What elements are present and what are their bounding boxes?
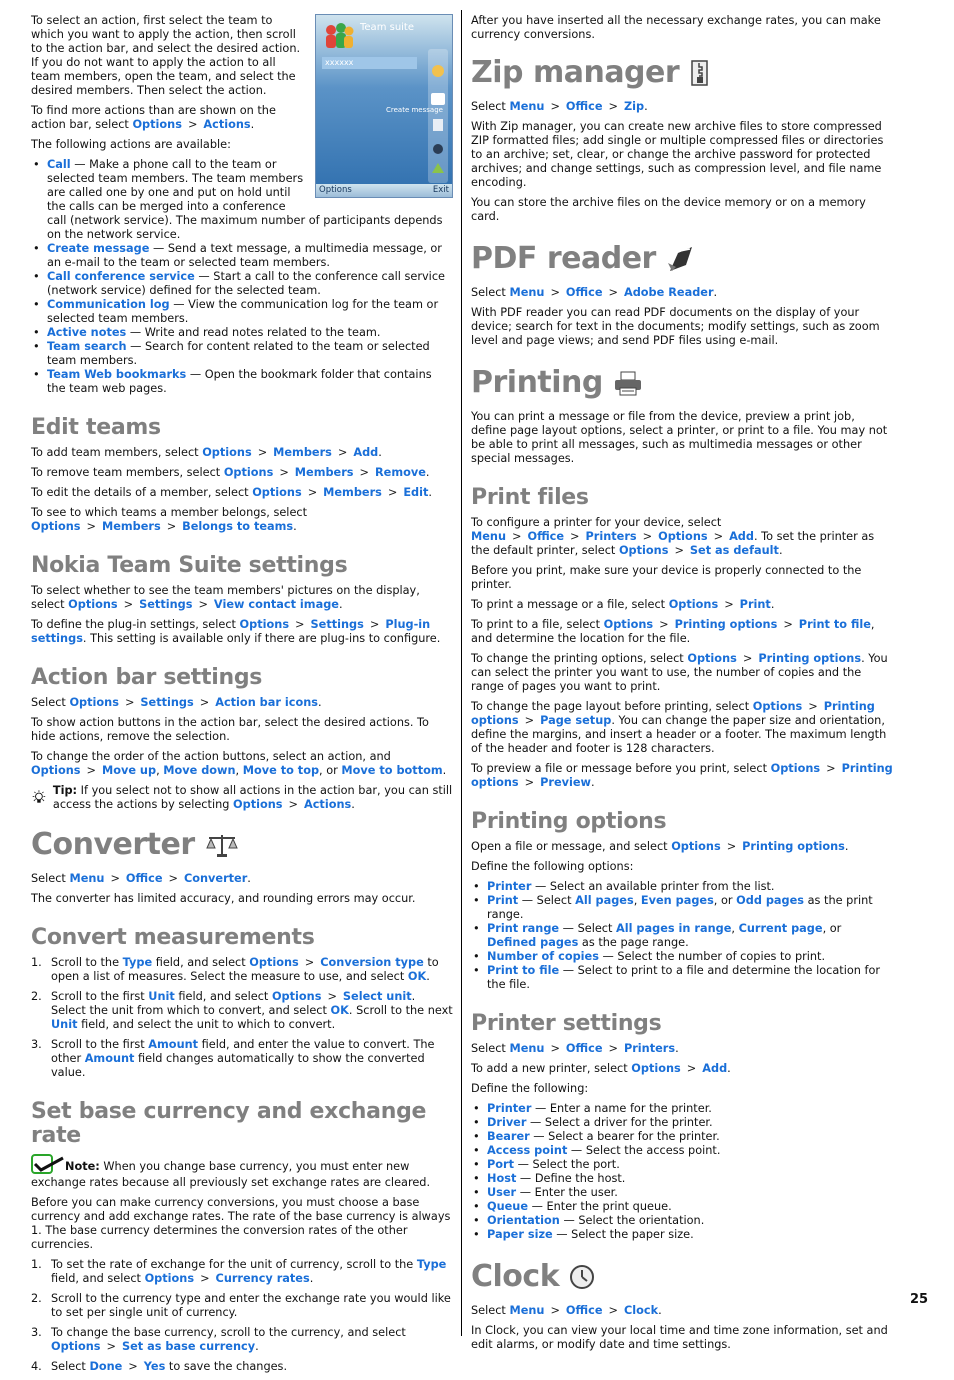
note-icon (31, 1154, 65, 1176)
note-box: Note: When you change base currency, you must enter new exchange rates because all previously set exchange rates are cleared. (31, 1154, 453, 1190)
menu-item-link: Plug-in settings (31, 618, 431, 645)
menu-item-link: Set as default (689, 544, 779, 557)
list-item: • Call — Make a phone call to the team or selected team members. The team members are called one by one and put on hold until the calls can be merged into a conference call (network service). The maximum number of participants depends on the network service. (31, 158, 453, 242)
intro-paragraph: To select an action, first select the team to which you want to apply the action, then scroll to the action bar, and select the desired action. If you do not want to apply the action to all team members, open the team, and select the desired members. Then select the action. (31, 14, 301, 97)
menu-item-link: Print (739, 598, 771, 611)
menu-item-link: Options (202, 446, 252, 459)
paragraph: The converter has limited accuracy, and rounding errors may occur. (31, 892, 416, 905)
menu-item-link: Converter (183, 872, 248, 885)
menu-item-link: Menu (509, 286, 545, 299)
menu-item-link: OK (330, 1004, 349, 1017)
menu-item-link: Printers (623, 1042, 676, 1055)
menu-item-link: Call (47, 158, 71, 171)
list-item: • Team Web bookmarks — Open the bookmark folder that contains the team web pages. (31, 368, 453, 396)
heading-pdf: PDF reader (471, 242, 893, 276)
menu-item-link: Options (223, 466, 274, 479)
menu-item-link: All pages (575, 894, 634, 907)
menu-item-link: Office (565, 1304, 603, 1317)
menu-item-link: Add (702, 1062, 728, 1075)
menu-item-link: Team Web bookmarks (47, 368, 187, 381)
menu-item-link: Odd pages (736, 894, 805, 907)
menu-item-link: Settings (139, 598, 193, 611)
heading-base-currency: Set base currency and exchange rate (31, 1099, 427, 1148)
heading-printing-options: Printing options (471, 809, 667, 834)
menu-item-link: Office (565, 1042, 603, 1055)
menu-item-link: All pages in range (616, 922, 732, 935)
menu-item-link: Members (101, 520, 161, 533)
menu-item-link: Type (122, 956, 153, 969)
menu-item-link: Options (770, 762, 821, 775)
clock-icon (569, 1264, 595, 1290)
menu-item-link: Host (487, 1172, 517, 1185)
list-item: • Print to file — Select to print to a file and determine the location for the file. (471, 964, 893, 992)
menu-item-link: Communication log (47, 298, 170, 311)
menu-item-link: Add (353, 446, 379, 459)
paragraph: Select Menu > Office > Zip. (471, 100, 648, 113)
heading-nts-settings: Nokia Team Suite settings (31, 553, 348, 578)
heading-edit-teams: Edit teams (31, 415, 161, 440)
menu-item-link: Options (687, 652, 737, 665)
menu-item-link: Printers (585, 530, 637, 543)
menu-item-link: Even pages (640, 894, 714, 907)
menu-item-link: Office (125, 872, 163, 885)
menu-item-link: Unit (148, 990, 175, 1003)
menu-item-link: Options (31, 520, 81, 533)
menu-item-link: Clock (623, 1304, 659, 1317)
left-column (31, 14, 453, 1380)
heading-printing: Printing (471, 366, 893, 400)
menu-item-link: Options (233, 798, 283, 811)
menu-item-link: Options (271, 990, 322, 1003)
menu-item-link: Edit (403, 486, 429, 499)
measure-steps (31, 956, 453, 1080)
menu-item-link: Options (671, 840, 721, 853)
menu-item-link: Options (252, 486, 302, 499)
phone-right-softkey[interactable]: Exit (432, 185, 449, 195)
menu-item-link: Currency rates (215, 1272, 310, 1285)
menu-item-link: Options (51, 1340, 101, 1353)
paragraph: Select Options > Settings > Action bar icons. (31, 696, 322, 709)
phone-tooltip: Create message (386, 106, 443, 114)
menu-item-link: Members (323, 486, 382, 499)
menu-item-link: Yes (143, 1360, 166, 1373)
list-item: • Orientation — Select the orientation. (471, 1214, 893, 1228)
more-actions-paragraph: To find more actions than are shown on the action bar, select Options > Actions. (31, 104, 276, 131)
menu-item-link: Office (565, 286, 603, 299)
printing-options-list (471, 880, 893, 992)
column-divider (461, 10, 462, 1336)
menu-item-link: Options (249, 956, 299, 969)
paragraph: You can print a message or file from the device, preview a print job, define page layout options, select a printer, or print to a file. You may not be able to print all messages, such as multimedia messages or other special messages. (471, 410, 888, 465)
menu-item-link: Printing options (674, 618, 778, 631)
menu-item-link: Printing options (742, 840, 845, 853)
menu-item-link: Members (294, 466, 354, 479)
list-item: • Host — Define the host. (471, 1172, 893, 1186)
menu-item-link: Options (144, 1272, 195, 1285)
list-item: • Printer — Select an available printer from the list. (471, 880, 893, 894)
menu-item-link: Unit (51, 1018, 78, 1031)
printer-icon (613, 370, 643, 396)
page-number: 25 (910, 1292, 929, 1307)
menu-item-link: Options (668, 598, 719, 611)
menu-item-link: Zip (623, 100, 645, 113)
menu-item-link: Queue (487, 1200, 529, 1213)
list-item: • Number of copies — Select the number of copies to print. (471, 950, 893, 964)
heading-action-bar: Action bar settings (31, 665, 263, 690)
paragraph: To show action buttons in the action bar, select the desired actions. To hide actions, remove the selection. (31, 716, 429, 743)
menu-item-link: Menu (509, 100, 545, 113)
paragraph: To configure a printer for your device, select Menu > Office > Printers > Options > Add. To set the printer as the default printer, select Options > Set as default. (471, 516, 875, 557)
menu-item-link: Print range (487, 922, 560, 935)
list-item: • Access point — Select the access point. (471, 1144, 893, 1158)
menu-item-link: Office (527, 530, 565, 543)
phone-team-field: xxxxxx (322, 57, 417, 69)
paragraph: With PDF reader you can read PDF documents on the display of your device; search for text in the documents; modify settings, such as zoom level and page views; and send PDF files using e-mail. (471, 306, 880, 347)
menu-item-link: Options (752, 700, 803, 713)
list-item: • Team search — Search for content related to the team or selected team members. (31, 340, 453, 368)
list-item: • Queue — Enter the print queue. (471, 1200, 893, 1214)
phone-title: Team suite (360, 22, 415, 33)
menu-item-link: Printing options (471, 762, 893, 789)
paragraph: Select Menu > Office > Converter. (31, 872, 251, 885)
right-column (471, 14, 893, 1358)
menu-item-link: Port (487, 1158, 515, 1171)
paragraph: To add a new printer, select Options > Add. (471, 1062, 731, 1075)
menu-item-link: User (487, 1186, 517, 1199)
step-item: 2. Scroll to the first Unit field, and select Options > Select unit. Select the unit from which to convert, and select OK. Scroll to the next Unit field, and select the unit to which to convert. (31, 990, 453, 1031)
menu-item-link: Print (487, 894, 519, 907)
step-item: 2. Scroll to the currency type and enter the exchange rate you would like to set per single unit of currency. (31, 1292, 451, 1319)
paragraph: Define the following options: (471, 860, 634, 873)
paragraph: Select Menu > Office > Adobe Reader. (471, 286, 718, 299)
paragraph: After you have inserted all the necessary exchange rates, you can make currency conversions. (471, 14, 881, 41)
paragraph: To change the order of the action buttons, select an action, and Options > Move up, Move down, Move to top, or Move to bottom. (31, 750, 447, 777)
menu-item-link: Team search (47, 340, 127, 353)
menu-path-options: Options (132, 118, 182, 131)
paragraph: Define the following: (471, 1082, 589, 1095)
menu-item-link: Type (416, 1258, 447, 1271)
list-item: • Call conference service — Start a call to the conference call service (network service) defined for the selected team. (31, 270, 453, 298)
menu-item-link: Print to file (798, 618, 871, 631)
heading-clock: Clock (471, 1260, 893, 1294)
menu-item-link: Printing options (471, 700, 875, 727)
menu-item-link: Remove (374, 466, 426, 479)
menu-item-link: Printer (487, 880, 532, 893)
step-item: 3. To change the base currency, scroll to the currency, and select Options > Set as base currency. (31, 1326, 406, 1353)
menu-item-link: Options (603, 618, 654, 631)
menu-item-link: Options (631, 1062, 681, 1075)
step-item: 1. Scroll to the Type field, and select Options > Conversion type to open a list of measures. Select the measure to use, and select OK. (31, 956, 439, 983)
list-item: • Paper size — Select the paper size. (471, 1228, 893, 1242)
menu-item-link: Menu (509, 1042, 545, 1055)
menu-item-link: Add (729, 530, 754, 543)
menu-item-link: Options (239, 618, 290, 631)
menu-item-link: Number of copies (487, 950, 599, 963)
list-item: • Printer — Enter a name for the printer. (471, 1102, 893, 1116)
menu-item-link: Options (618, 544, 669, 557)
paragraph: To edit the details of a member, select Options > Members > Edit. (31, 486, 433, 499)
heading-convert-measurements: Convert measurements (31, 925, 315, 950)
list-item: • Print range — Select All pages in range, Current page, or Defined pages as the page range. (471, 922, 893, 950)
menu-item-link: Current page (738, 922, 823, 935)
menu-item-link: Amount (84, 1052, 135, 1065)
menu-item-link: Belongs to teams (182, 520, 294, 533)
list-item: • Bearer — Select a bearer for the printer. (471, 1130, 893, 1144)
menu-item-link: Create message (47, 242, 150, 255)
menu-item-link: Select unit (342, 990, 412, 1003)
heading-printer-settings: Printer settings (471, 1011, 662, 1036)
menu-path-actions: Actions (203, 118, 251, 131)
list-item: • Port — Select the port. (471, 1158, 893, 1172)
team-people-icon (322, 21, 356, 49)
menu-item-link: Done (89, 1360, 123, 1373)
actions-available: The following actions are available: (31, 138, 231, 151)
paragraph: To change the page layout before printing, select Options > Printing options > Page setup. You can change the paper size and orientation, define the margins, and insert a header or a footer. The maximum length of the header and footer is 128 characters. (471, 700, 887, 755)
currency-steps (31, 1258, 453, 1374)
menu-item-link: Print to file (487, 964, 560, 977)
menu-item-link: Set as base currency (121, 1340, 256, 1353)
menu-item-link: Menu (471, 530, 506, 543)
menu-item-link: Action bar icons (215, 696, 318, 709)
actions-list (31, 158, 453, 396)
paragraph: Select Menu > Office > Printers. (471, 1042, 679, 1055)
list-item: • User — Enter the user. (471, 1186, 893, 1200)
step-item: 4. Select Done > Yes to save the changes. (31, 1360, 288, 1373)
heading-print-files: Print files (471, 485, 589, 510)
menu-item-link: Page setup (540, 714, 612, 727)
paragraph: Before you print, make sure your device is properly connected to the printer. (471, 564, 862, 591)
menu-item-link: Amount (148, 1038, 199, 1051)
paragraph: To remove team members, select Options > Members > Remove. (31, 466, 430, 479)
lightbulb-icon (31, 784, 47, 810)
menu-item-link: Bearer (487, 1130, 530, 1143)
menu-item-link: Menu (69, 872, 105, 885)
menu-item-link: Options (658, 530, 708, 543)
paragraph: To see to which teams a member belongs, select Options > Members > Belongs to teams. (31, 506, 308, 533)
heading-zip: Zip manager (471, 56, 893, 90)
heading-converter: Converter (31, 828, 453, 862)
list-item: • Create message — Send a text message, a multimedia message, or an e-mail to the team or selected team members. (31, 242, 453, 270)
menu-item-link: Actions (303, 798, 352, 811)
menu-item-link: Options (69, 696, 119, 709)
menu-item-link: Access point (487, 1144, 568, 1157)
menu-item-link: Driver (487, 1116, 527, 1129)
menu-item-link: Members (273, 446, 332, 459)
menu-item-link: Settings (310, 618, 364, 631)
list-item: • Communication log — View the communication log for the team or selected team members. (31, 298, 453, 326)
menu-item-link: Adobe Reader (623, 286, 714, 299)
paragraph: Select Menu > Office > Clock. (471, 1304, 662, 1317)
menu-item-link: Menu (509, 1304, 545, 1317)
converter-icon (205, 832, 239, 858)
menu-item-link: Preview (540, 776, 591, 789)
menu-item-link: Office (565, 100, 603, 113)
menu-item-link: Call conference service (47, 270, 195, 283)
paragraph: Open a file or message, and select Options > Printing options. (471, 840, 849, 853)
printer-settings-list (471, 1102, 893, 1242)
menu-item-link: Orientation (487, 1214, 560, 1227)
paragraph: To select whether to see the team members' pictures on the display, select Options > Settings > View contact image. (31, 584, 420, 611)
paragraph: To print a message or a file, select Options > Print. (471, 598, 775, 611)
paragraph: To print to a file, select Options > Printing options > Print to file, and determine the location for the file. (471, 618, 875, 645)
paragraph: You can store the archive files on the device memory or on a memory card. (471, 196, 866, 223)
paragraph: To preview a file or message before you print, select Options > Printing options > Preview. (471, 762, 893, 789)
paragraph: To add team members, select Options > Members > Add. (31, 446, 382, 459)
menu-item-link: Settings (140, 696, 194, 709)
tip-box: Tip: If you select not to show all actions in the action bar, you can still access the actions by selecting Options > Actions. (31, 784, 453, 812)
paragraph: With Zip manager, you can create new archive files to store compressed ZIP formatted files; add single or multiple compressed files or directories to an archive; set, clear, or change the archive password for protected archives; and change settings, such as compression level, and file name encoding. (471, 120, 884, 189)
pdf-icon (666, 245, 696, 273)
paragraph: In Clock, you can view your local time and time zone information, set and edit alarms, or modify date and time settings. (471, 1324, 888, 1351)
step-item: 3. Scroll to the first Amount field, and enter the value to convert. The other Amount field changes automatically to show the converted value. (31, 1038, 435, 1079)
phone-left-softkey[interactable]: Options (319, 185, 352, 195)
paragraph: To define the plug-in settings, select Options > Settings > Plug-in settings. This setting is available only if there are plug-ins to configure. (31, 618, 441, 645)
paragraph: To change the printing options, select Options > Printing options. You can select the printer you want to use, the number of copies and the range of pages you want to print. (471, 652, 888, 693)
menu-item-link: View contact image (213, 598, 339, 611)
menu-item-link: Options (68, 598, 118, 611)
list-item: • Active notes — Write and read notes related to the team. (31, 326, 453, 340)
menu-item-link: Printer (487, 1102, 532, 1115)
step-item: 1. To set the rate of exchange for the unit of currency, scroll to the Type field, and select Options > Currency rates. (31, 1258, 447, 1285)
list-item: • Print — Select All pages, Even pages, or Odd pages as the print range. (471, 894, 893, 922)
list-item: • Driver — Select a driver for the printer. (471, 1116, 893, 1130)
menu-item-link: Conversion type (320, 956, 424, 969)
menu-item-link: Paper size (487, 1228, 553, 1241)
paragraph: Before you can make currency conversions, you must choose a base currency and add exchange rates. The rate of the base currency is always 1. The base currency determines the conversion rates of the other currencies. (31, 1196, 451, 1251)
menu-item-link: Defined pages (487, 936, 579, 949)
menu-item-link: Printing options (758, 652, 862, 665)
menu-item-link: Active notes (47, 326, 127, 339)
zip-icon (689, 59, 711, 87)
menu-item-link: OK (407, 970, 427, 983)
